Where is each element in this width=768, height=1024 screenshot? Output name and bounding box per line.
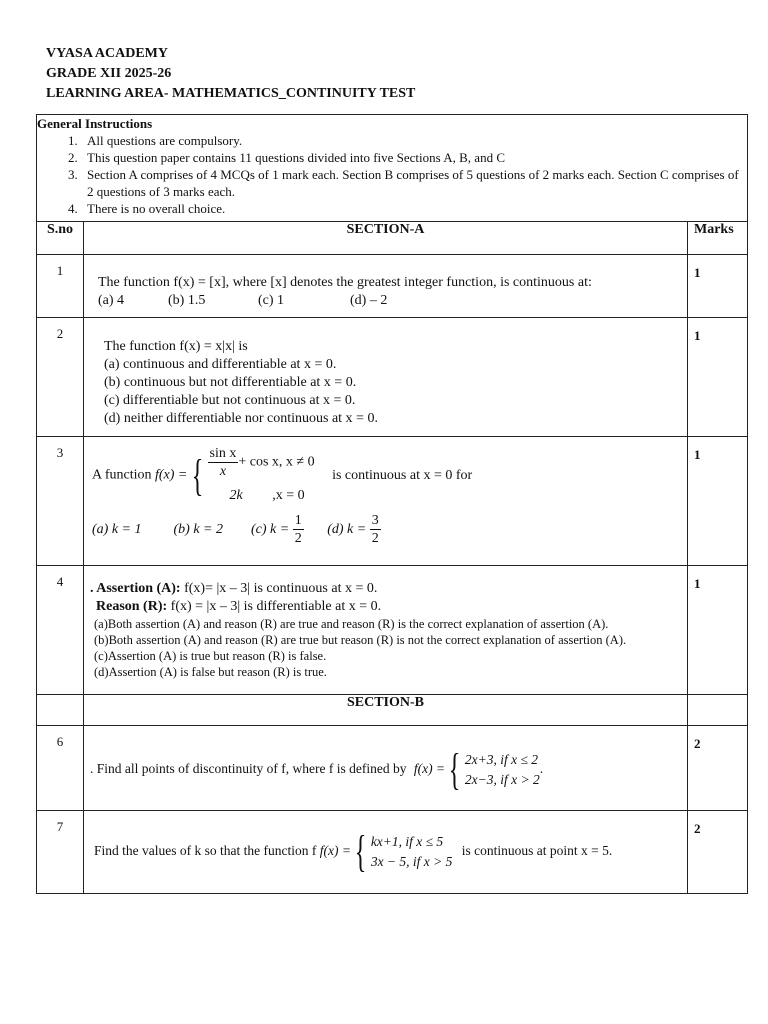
question-number: 3	[56, 445, 64, 460]
question-row-1	[37, 255, 748, 318]
question-suffix: is continuous at x = 0 for	[332, 467, 473, 483]
question-options	[84, 356, 687, 428]
numerator: sin x	[209, 446, 237, 461]
denominator: 2	[371, 531, 379, 546]
question-marks: 2	[694, 821, 701, 836]
cases	[371, 832, 453, 872]
subject-line: LEARNING AREA- MATHEMATICS_CONTINUITY TEST	[46, 86, 416, 101]
function-name: f(x) =	[155, 467, 188, 483]
fraction	[370, 512, 381, 547]
numerator: 3	[371, 513, 379, 528]
instructions-list	[37, 132, 747, 217]
question-text: The function f(x) = x|x| is	[104, 339, 248, 354]
option-a: (a)Both assertion (A) and reason (R) are true and reason (R) is the correct explanation of assertion (A).	[94, 617, 609, 631]
paper-header	[46, 44, 415, 104]
assertion	[84, 566, 687, 598]
reason-label: Reason (R):	[96, 599, 168, 614]
left-brace: {	[355, 827, 367, 876]
option-b: (b) 1.5	[168, 293, 206, 308]
instructions-title: General Instructions	[37, 116, 153, 131]
reason	[84, 598, 687, 616]
school-name: VYASA ACADEMY	[46, 46, 169, 61]
fraction	[208, 445, 239, 480]
question-number: 7	[56, 819, 64, 834]
option-d	[307, 513, 381, 546]
question-options	[84, 292, 687, 310]
instruction-item: 4. There is no overall choice.	[81, 200, 747, 217]
function-name: f(x) =	[413, 761, 446, 777]
case-1-rest: + cos x, x ≠ 0	[238, 454, 315, 470]
end-period: .	[539, 761, 544, 777]
assertion-label: . Assertion (A):	[90, 581, 181, 596]
option-c: (c) 1	[258, 293, 285, 308]
question-row-7	[37, 811, 748, 894]
option-c: (c) differentiable but not continuous at x = 0.	[104, 393, 356, 408]
grade-line: GRADE XII 2025-26	[46, 66, 172, 81]
question-row-2	[37, 318, 748, 437]
reason-text: f(x) = |x – 3| is differentiable at x = 0.	[167, 599, 382, 614]
numerator: 1	[294, 513, 302, 528]
denominator: 2	[294, 531, 302, 546]
question-marks: 1	[694, 576, 701, 591]
case-2-condition: ,x = 0	[272, 488, 305, 503]
section-a-title: SECTION-A	[84, 222, 688, 255]
option-c	[251, 513, 304, 546]
option-d: (d) – 2	[350, 293, 388, 308]
fraction	[293, 512, 304, 547]
question-number: 2	[56, 326, 64, 341]
cases	[465, 750, 540, 790]
case-2-value: 2k	[229, 488, 243, 503]
question-prefix: A function	[92, 467, 155, 483]
assertion-text: f(x)= |x – 3| is continuous at x = 0.	[180, 581, 378, 596]
question-number: 1	[56, 263, 64, 278]
option-d-label: (d) k =	[327, 521, 367, 537]
piecewise-definition	[84, 744, 687, 792]
option-c: (c)Assertion (A) is true but reason (R) is false.	[94, 649, 327, 663]
option-a: (a) k = 1	[92, 521, 142, 537]
question-paper-table	[36, 114, 748, 894]
option-b: (b) continuous but not differentiable at x = 0.	[104, 375, 357, 390]
case-2: 2x−3, if x > 2	[464, 772, 540, 787]
sno-header: S.no	[37, 222, 84, 255]
general-instructions	[37, 115, 748, 222]
question-row-6	[37, 726, 748, 811]
left-brace: {	[449, 745, 461, 794]
denominator: x	[219, 464, 227, 479]
question-row-3	[37, 437, 748, 566]
instruction-item: 2. This question paper contains 11 questions divided into five Sections A, B, and C	[81, 149, 747, 166]
question-suffix: is continuous at point x = 5.	[461, 843, 613, 859]
question-marks: 1	[694, 265, 701, 280]
cases	[208, 445, 315, 506]
option-a: (a) continuous and differentiable at x = 0.	[104, 357, 337, 372]
section-b-row	[37, 695, 748, 726]
section-b-title: SECTION-B	[84, 695, 688, 726]
question-number: 4	[56, 574, 64, 589]
option-d: (d)Assertion (A) is false but reason (R) is true.	[94, 665, 327, 679]
question-marks: 2	[694, 736, 701, 751]
marks-header: Marks	[688, 222, 748, 255]
case-2: 3x − 5, if x > 5	[370, 854, 453, 869]
table-header-row	[37, 222, 748, 255]
instruction-item: 1. All questions are compulsory.	[81, 132, 747, 149]
left-brace: {	[191, 450, 204, 500]
option-a: (a) 4	[98, 293, 125, 308]
question-options	[84, 616, 687, 680]
piecewise-definition	[84, 437, 687, 506]
question-text: . Find all points of discontinuity of f, where f is defined by	[90, 761, 407, 777]
option-d: (d) neither differentiable nor continuous at x = 0.	[104, 411, 378, 426]
question-text: The function f(x) = [x], where [x] denotes the greatest integer function, is continuous at:	[98, 275, 592, 290]
question-options	[84, 506, 687, 547]
question-text: Find the values of k so that the function f	[94, 843, 317, 859]
case-1: kx+1, if x ≤ 5	[370, 834, 444, 849]
instructions-row	[37, 115, 748, 222]
option-b: (b) k = 2	[173, 521, 223, 537]
question-number: 6	[56, 734, 64, 749]
question-marks: 1	[694, 447, 701, 462]
function-name: f(x) =	[319, 843, 351, 859]
question-marks: 1	[694, 328, 701, 343]
option-c-label: (c) k =	[251, 521, 290, 537]
instruction-item: 3. Section A comprises of 4 MCQs of 1 mark each. Section B comprises of 5 questions of 2 marks each. Section C comprises of 2 questions of 3 marks each.	[81, 166, 747, 200]
piecewise-definition	[84, 827, 687, 876]
option-b: (b)Both assertion (A) and reason (R) are true but reason (R) is not the correct explanation of assertion (A).	[94, 633, 627, 647]
question-row-4	[37, 566, 748, 695]
case-1: 2x+3, if x ≤ 2	[464, 752, 539, 767]
